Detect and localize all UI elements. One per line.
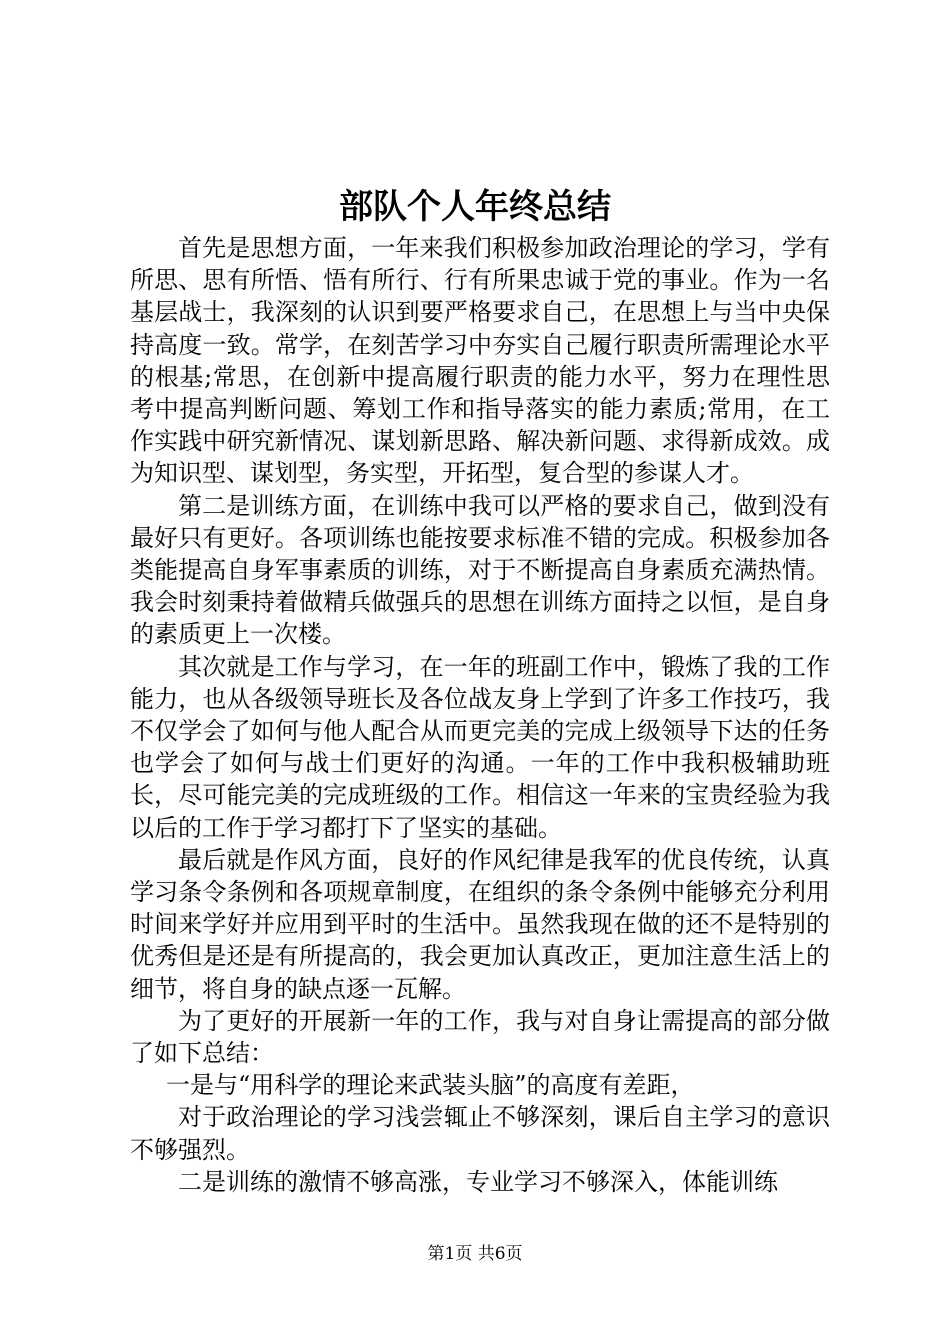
- paragraph-work-study: 其次就是工作与学习，在一年的班副工作中，锻炼了我的工作能力，也从各级领导班长及各位战友身上学到了许多工作技巧，我不仅学会了如何与他人配合从而更完美的完成上级领导下达的任务也学会了如何与战士们更好的沟通。一年的工作中我积极辅助班长，尽可能完美的完成班级的工作。相信这一年来的宝贵经验为我以后的工作于学习都打下了坚实的基础。: [130, 652, 830, 842]
- page-number-footer: 第1页 共6页: [427, 1244, 523, 1264]
- paragraph-training: 第二是训练方面，在训练中我可以严格的要求自己，做到没有最好只有更好。各项训练也能按要求标准不错的完成。积极参加各类能提高自身军事素质的训练，对于不断提高自身素质充满热情。我会时刻秉持着做精兵做强兵的思想在训练方面持之以恒，是自身的素质更上一次楼。: [130, 491, 830, 649]
- paragraph-point-two: 二是训练的激情不够高涨，专业学习不够深入，体能训练: [178, 1167, 778, 1196]
- paragraph-summary-intro: 为了更好的开展新一年的工作，我与对自身让需提高的部分做了如下总结：: [130, 1006, 830, 1068]
- paragraph-style: 最后就是作风方面，良好的作风纪律是我军的优良传统，认真学习条令条例和各项规章制度，在组织的条令条例中能够充分利用时间来学好并应用到平时的生活中。虽然我现在做的还不是特别的优秀但是还是有所提高的，我会更加认真改正，更加注意生活上的细节，将自身的缺点逐一瓦解。: [130, 845, 830, 1003]
- paragraph-point-one-detail: 对于政治理论的学习浅尝辄止不够深刻，课后自主学习的意识不够强烈。: [130, 1103, 830, 1164]
- document-body: [130, 232, 830, 1198]
- paragraph-point-one: 一是与“用科学的理论来武装头脑”的高度有差距，: [166, 1071, 695, 1100]
- document-title: 部队个人年终总结: [339, 187, 611, 227]
- paragraph-thought: 首先是思想方面，一年来我们积极参加政治理论的学习，学有所思、思有所悟、悟有所行、行有所果忠诚于党的事业。作为一名基层战士，我深刻的认识到要严格要求自己，在思想上与当中央保持高度一致。常学，在刻苦学习中夯实自己履行职责所需理论水平的根基;常思，在创新中提高履行职责的能力水平，努力在理性思考中提高判断问题、筹划工作和指导落实的能力素质;常用，在工作实践中研究新情况、谋划新思路、解决新问题、求得新成效。成为知识型、谋划型，务实型，开拓型，复合型的参谋人才。: [130, 234, 830, 488]
